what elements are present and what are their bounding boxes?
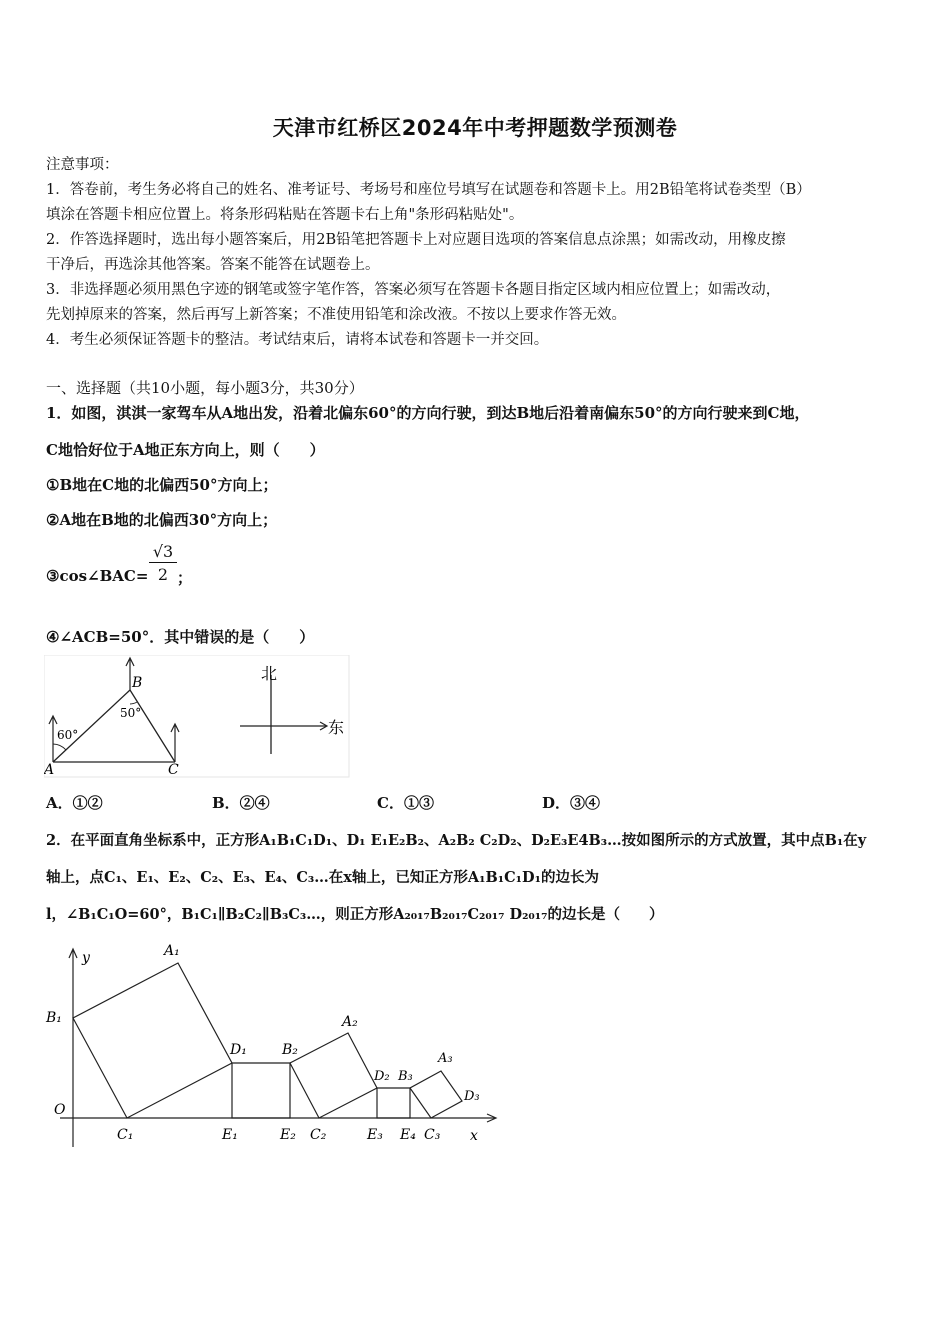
label-o: O [54, 1102, 66, 1118]
square-d1e1e2b2 [232, 1063, 290, 1118]
notice-line: 干净后，再选涂其他答案。答案不能答在试题卷上。 [46, 257, 380, 273]
label-d1: D₁ [230, 1042, 247, 1058]
q2-stem-2: 轴上，点C₁、E₁、E₂、C₂、E₃、E₄、C₃…在x轴上，已知正方形A₁B₁C₁D₁的边长为 [46, 869, 599, 886]
label-e2: E₂ [280, 1127, 296, 1143]
notice-line: 3．非选择题必须用黑色字迹的钢笔或签字笔作答，答案必须写在答题卡各题目指定区域内相应位置上；如需改动， [46, 282, 781, 298]
choice-d[interactable]: D．③④ [542, 794, 601, 812]
angle-arc-60 [53, 744, 66, 750]
label-x: x [470, 1128, 478, 1144]
label-a3: A₃ [438, 1051, 453, 1066]
label-y: y [82, 950, 90, 966]
q2-stem: 2．在平面直角坐标系中，正方形A₁B₁C₁D₁、D₁ E₁E₂B₂、A₂B₂ C₂D₂、D₂E₃E4B₃…按如图所示的方式放置，其中点B₁在y [46, 832, 867, 849]
fraction-numerator: √3 [152, 542, 174, 561]
label-c: C [168, 762, 179, 778]
choice-b[interactable]: B．②④ [212, 794, 270, 812]
q1-stem: 1．如图，淇淇一家驾车从A地出发，沿着北偏东60°的方向行驶，到达B地后沿着南偏东50°的方向行驶来到C地， [46, 404, 810, 422]
q1-stem-2: C地恰好位于A地正东方向上，则（ ） [46, 441, 325, 459]
choice-a[interactable]: A．①② [46, 794, 103, 812]
label-e1: E₁ [222, 1127, 238, 1143]
square-a3b3c3d3 [410, 1071, 462, 1118]
label-a1: A₁ [164, 943, 180, 959]
fraction-denominator: 2 [157, 565, 169, 584]
q1-statement-3-prefix: ③cos∠BAC= [46, 567, 149, 585]
section-heading: 一、选择题（共10小题，每小题3分，共30分） [46, 379, 364, 397]
q1-figure [44, 655, 354, 780]
notice-line: 2．作答选择题时，选出每小题答案后，用2B铅笔把答题卡上对应题目选项的答案信息点涂黑；如需改动，用橡皮擦 [46, 232, 786, 248]
fraction-bar [149, 562, 177, 563]
notice-line: 先划掉原来的答案，然后再写上新答案；不准使用铅笔和涂改液。不按以上要求作答无效。 [46, 307, 626, 323]
square-d2e3e4b3 [377, 1088, 410, 1118]
notice-line: 1．答卷前，考生务必将自己的姓名、准考证号、考场号和座位号填写在试题卷和答题卡上。用2B铅笔将试卷类型（B） [46, 182, 811, 198]
label-angle-50: 50° [120, 706, 142, 720]
label-b3: B₃ [398, 1069, 413, 1084]
q2-figure [40, 940, 500, 1155]
label-e4: E₄ [400, 1127, 416, 1143]
q2-stem-3: l，∠B₁C₁O=60°，B₁C₁∥B₂C₂∥B₃C₃…，则正方形A₂₀₁₇B₂₀₁₇C₂₀₁₇ D₂₀₁₇的边长是（ ） [46, 906, 664, 923]
notice-line: 4．考生必须保证答题卡的整洁。考试结束后，请将本试卷和答题卡一并交回。 [46, 332, 549, 348]
square-a2b2c2d2 [290, 1033, 377, 1118]
choice-c[interactable]: C．①③ [377, 794, 434, 812]
angle-arc-50 [130, 702, 137, 704]
label-angle-60: 60° [57, 728, 79, 742]
label-d3: D₃ [464, 1089, 480, 1104]
square-a1b1c1d1 [73, 963, 232, 1118]
q1-statement-4: ④∠ACB=50°．其中错误的是（ ） [46, 628, 315, 646]
segment-ab [53, 690, 130, 762]
label-e3: E₃ [367, 1127, 383, 1143]
label-c3: C₃ [424, 1127, 441, 1143]
label-b: B [132, 675, 143, 691]
label-b2: B₂ [282, 1042, 298, 1058]
label-east: 东 [328, 718, 345, 737]
label-north: 北 [261, 664, 278, 683]
q1-statement-1: ①B地在C地的北偏西50°方向上； [46, 476, 278, 494]
label-c1: C₁ [117, 1127, 134, 1143]
fraction-sqrt3-over-2 [149, 542, 177, 584]
notice-line: 填涂在答题卡相应位置上。将条形码粘贴在答题卡右上角"条形码粘贴处"。 [46, 207, 524, 223]
label-c2: C₂ [310, 1127, 327, 1143]
page-title: 天津市红桥区2024年中考押题数学预测卷 [272, 116, 678, 140]
label-a2: A₂ [342, 1014, 358, 1030]
q1-statement-3-suffix: ； [177, 569, 193, 587]
label-b1: B₁ [46, 1010, 62, 1026]
q1-statement-2: ②A地在B地的北偏西30°方向上； [46, 511, 278, 529]
label-d2: D₂ [374, 1069, 390, 1084]
label-a: A [44, 762, 55, 778]
notice-heading: 注意事项： [46, 157, 119, 173]
segment-bc [130, 690, 175, 762]
